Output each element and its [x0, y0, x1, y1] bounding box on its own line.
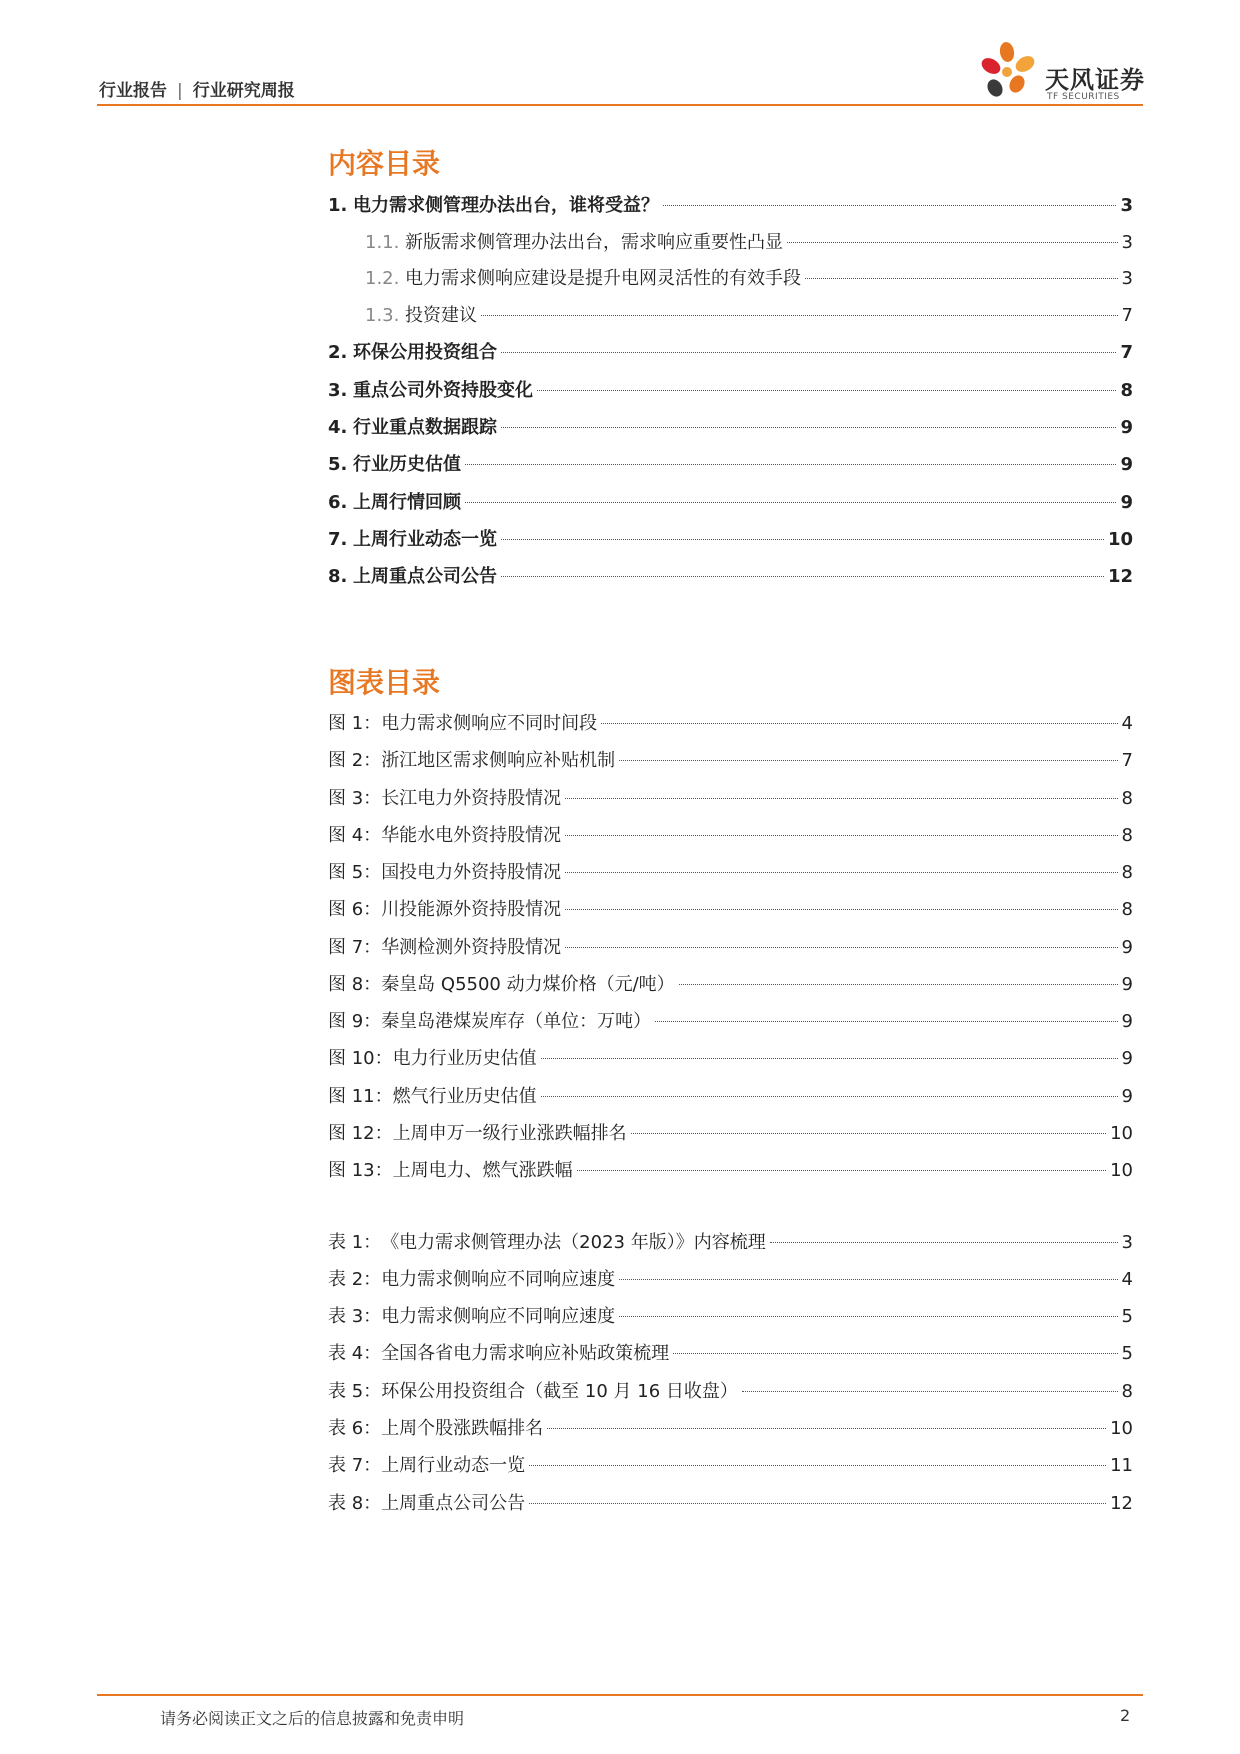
toc-text: 电力需求侧管理办法出台，谁将受益？: [353, 195, 659, 216]
page-number: 2: [1120, 1706, 1131, 1725]
table-item[interactable]: [328, 1267, 1133, 1293]
toc-item[interactable]: [365, 303, 1133, 329]
leader-dots: [501, 427, 1116, 428]
figure-item[interactable]: [328, 786, 1133, 812]
toc-text: 新版需求侧管理办法出台，需求响应重要性凸显: [405, 232, 783, 253]
toc-number: 1.3.: [365, 305, 400, 326]
figure-label: 图 2：: [328, 750, 382, 771]
leader-dots: [547, 1428, 1106, 1429]
figure-label: 图 13：: [328, 1160, 393, 1181]
figure-text: 秦皇岛港煤炭库存（单位：万吨）: [381, 1011, 652, 1032]
table-label: 表 4：: [328, 1343, 382, 1364]
figure-page: 8: [1121, 825, 1133, 846]
leader-dots: [619, 1316, 1117, 1317]
figure-label: 图 12：: [328, 1123, 393, 1144]
table-text: 上周行业动态一览: [381, 1455, 526, 1476]
leader-dots: [537, 390, 1116, 391]
leader-dots: [481, 315, 1118, 316]
toc-number: 8.: [328, 566, 348, 587]
leader-dots: [679, 984, 1118, 985]
figure-label: 图 11：: [328, 1086, 393, 1107]
figure-item[interactable]: [328, 860, 1133, 886]
toc-page: 10: [1107, 529, 1133, 550]
leader-dots: [565, 872, 1117, 873]
figure-page: 10: [1110, 1160, 1133, 1181]
table-label: 表 8：: [328, 1493, 382, 1514]
footer-divider: [97, 1694, 1143, 1696]
toc-text: 投资建议: [405, 305, 477, 326]
table-label: 表 3：: [328, 1306, 382, 1327]
toc-item[interactable]: [328, 378, 1133, 404]
figure-label: 图 6：: [328, 899, 382, 920]
table-item[interactable]: [328, 1304, 1133, 1330]
toc-number: 1.2.: [365, 268, 400, 289]
toc-page: 3: [1121, 268, 1133, 289]
toc-item[interactable]: [365, 230, 1133, 256]
figure-item[interactable]: [328, 897, 1133, 923]
leader-dots: [663, 205, 1116, 206]
leader-dots: [501, 352, 1116, 353]
toc-page: 3: [1120, 195, 1133, 216]
toc-page: 3: [1121, 232, 1133, 253]
figure-text: 电力行业历史估值: [392, 1048, 537, 1069]
table-text: 环保公用投资组合（截至 10 月 16 日收盘）: [381, 1381, 738, 1402]
toc-page: 9: [1120, 492, 1133, 513]
table-label: 表 6：: [328, 1418, 382, 1439]
figure-item[interactable]: [328, 935, 1133, 961]
figure-page: 8: [1121, 862, 1133, 883]
logo-subtitle: TF SECURITIES: [1047, 92, 1120, 102]
figure-label: 图 3：: [328, 788, 382, 809]
toc-title: 内容目录: [328, 147, 441, 180]
figure-label: 图 5：: [328, 862, 382, 883]
figure-page: 9: [1121, 1048, 1133, 1069]
leader-dots: [601, 723, 1117, 724]
table-label: 表 5：: [328, 1381, 382, 1402]
leader-dots: [541, 1058, 1118, 1059]
figure-text: 上周申万一级行业涨跌幅排名: [392, 1123, 627, 1144]
leader-dots: [465, 464, 1116, 465]
leader-dots: [565, 798, 1117, 799]
table-item[interactable]: [328, 1453, 1133, 1479]
toc-text: 电力需求侧响应建设是提升电网灵活性的有效手段: [405, 268, 801, 289]
table-page: 5: [1121, 1343, 1133, 1364]
figure-page: 10: [1110, 1123, 1133, 1144]
table-text: 上周重点公司公告: [381, 1493, 526, 1514]
leader-dots: [529, 1465, 1106, 1466]
figure-text: 浙江地区需求侧响应补贴机制: [381, 750, 616, 771]
table-page: 8: [1121, 1381, 1133, 1402]
leader-dots: [770, 1242, 1118, 1243]
table-item[interactable]: [328, 1416, 1133, 1442]
toc-text: 行业重点数据跟踪: [353, 417, 497, 438]
leader-dots: [577, 1170, 1106, 1171]
table-text: 《电力需求侧管理办法（2023 年版）》内容梳理: [381, 1232, 766, 1253]
table-page: 3: [1121, 1232, 1133, 1253]
toc-item[interactable]: [328, 564, 1133, 590]
table-text: 上周个股涨跌幅排名: [381, 1418, 544, 1439]
table-page: 5: [1121, 1306, 1133, 1327]
footer-disclaimer: 请务必阅读正文之后的信息披露和免责申明: [160, 1709, 465, 1728]
leader-dots: [655, 1021, 1117, 1022]
figure-text: 华测检测外资持股情况: [381, 937, 562, 958]
figure-page: 7: [1121, 750, 1133, 771]
figure-item[interactable]: [328, 711, 1133, 737]
toc-page: 9: [1120, 417, 1133, 438]
figure-item[interactable]: [328, 1158, 1133, 1184]
header-divider: [97, 104, 1143, 106]
figure-text: 上周电力、燃气涨跌幅: [392, 1160, 573, 1181]
toc-item[interactable]: [328, 415, 1133, 441]
logo-flower-icon: [977, 40, 1041, 106]
table-label: 表 2：: [328, 1269, 382, 1290]
toc-item[interactable]: [328, 527, 1133, 553]
figure-item[interactable]: [328, 1009, 1133, 1035]
company-logo: [977, 40, 1157, 106]
leader-dots: [619, 1279, 1117, 1280]
figure-text: 长江电力外资持股情况: [381, 788, 562, 809]
leader-dots: [501, 576, 1104, 577]
toc-number: 1.: [328, 195, 348, 216]
toc-item[interactable]: [365, 266, 1133, 292]
figure-label: 图 10：: [328, 1048, 393, 1069]
figure-page: 9: [1121, 1086, 1133, 1107]
toc-number: 7.: [328, 529, 348, 550]
table-text: 全国各省电力需求响应补贴政策梳理: [381, 1343, 670, 1364]
table-text: 电力需求侧响应不同响应速度: [381, 1269, 616, 1290]
figure-text: 电力需求侧响应不同时间段: [381, 713, 598, 734]
toc-item[interactable]: [328, 452, 1133, 478]
report-category: 行业报告: [99, 81, 167, 101]
figure-page: 9: [1121, 974, 1133, 995]
table-page: 10: [1110, 1418, 1133, 1439]
figure-page: 8: [1121, 788, 1133, 809]
table-page: 12: [1110, 1493, 1133, 1514]
table-label: 表 1：: [328, 1232, 382, 1253]
leader-dots: [541, 1096, 1118, 1097]
figure-item[interactable]: [328, 1046, 1133, 1072]
figure-label: 图 8：: [328, 974, 382, 995]
figure-label: 图 4：: [328, 825, 382, 846]
leader-dots: [673, 1353, 1117, 1354]
leader-dots: [565, 835, 1117, 836]
table-item[interactable]: [328, 1341, 1133, 1367]
leader-dots: [742, 1391, 1118, 1392]
logo-name: 天风证券: [1045, 66, 1145, 94]
table-label: 表 7：: [328, 1455, 382, 1476]
figure-text: 川投能源外资持股情况: [381, 899, 562, 920]
figure-page: 8: [1121, 899, 1133, 920]
figure-item[interactable]: [328, 823, 1133, 849]
figure-item[interactable]: [328, 748, 1133, 774]
report-subcategory: 行业研究周报: [192, 81, 295, 101]
figure-page: 9: [1121, 937, 1133, 958]
figure-text: 华能水电外资持股情况: [381, 825, 562, 846]
leader-dots: [631, 1133, 1106, 1134]
leader-dots: [501, 539, 1104, 540]
report-header: [99, 76, 295, 101]
figure-text: 燃气行业历史估值: [392, 1086, 537, 1107]
toc-item[interactable]: [328, 490, 1133, 516]
leader-dots: [787, 242, 1118, 243]
toc-number: 1.1.: [365, 232, 400, 253]
toc-page: 12: [1107, 566, 1133, 587]
table-page: 4: [1121, 1269, 1133, 1290]
table-text: 电力需求侧响应不同响应速度: [381, 1306, 616, 1327]
toc-item[interactable]: [328, 340, 1133, 366]
figure-label: 图 7：: [328, 937, 382, 958]
table-item[interactable]: [328, 1230, 1133, 1256]
figure-item[interactable]: [328, 972, 1133, 998]
toc-page: 8: [1120, 380, 1133, 401]
figure-label: 图 9：: [328, 1011, 382, 1032]
toc-number: 3.: [328, 380, 348, 401]
toc-text: 行业历史估值: [353, 454, 461, 475]
toc-page: 7: [1120, 342, 1133, 363]
toc-page: 9: [1120, 454, 1133, 475]
figures-title: 图表目录: [328, 666, 441, 699]
leader-dots: [805, 278, 1118, 279]
figure-text: 秦皇岛 Q5500 动力煤价格（元/吨）: [381, 974, 675, 995]
toc-text: 上周重点公司公告: [353, 566, 497, 587]
header-separator: |: [177, 81, 183, 101]
figure-page: 9: [1121, 1011, 1133, 1032]
toc-number: 6.: [328, 492, 348, 513]
leader-dots: [529, 1503, 1106, 1504]
figure-page: 4: [1121, 713, 1133, 734]
toc-text: 重点公司外资持股变化: [353, 380, 533, 401]
toc-item[interactable]: [328, 193, 1133, 219]
leader-dots: [565, 947, 1117, 948]
toc-text: 上周行情回顾: [353, 492, 461, 513]
toc-text: 环保公用投资组合: [353, 342, 497, 363]
table-page: 11: [1110, 1455, 1133, 1476]
leader-dots: [619, 760, 1117, 761]
leader-dots: [465, 502, 1116, 503]
toc-page: 7: [1121, 305, 1133, 326]
toc-number: 4.: [328, 417, 348, 438]
toc-number: 5.: [328, 454, 348, 475]
toc-text: 上周行业动态一览: [353, 529, 497, 550]
figure-text: 国投电力外资持股情况: [381, 862, 562, 883]
table-item[interactable]: [328, 1379, 1133, 1405]
figure-item[interactable]: [328, 1084, 1133, 1110]
figure-label: 图 1：: [328, 713, 382, 734]
leader-dots: [565, 909, 1117, 910]
figure-item[interactable]: [328, 1121, 1133, 1147]
toc-number: 2.: [328, 342, 348, 363]
table-item[interactable]: [328, 1491, 1133, 1517]
